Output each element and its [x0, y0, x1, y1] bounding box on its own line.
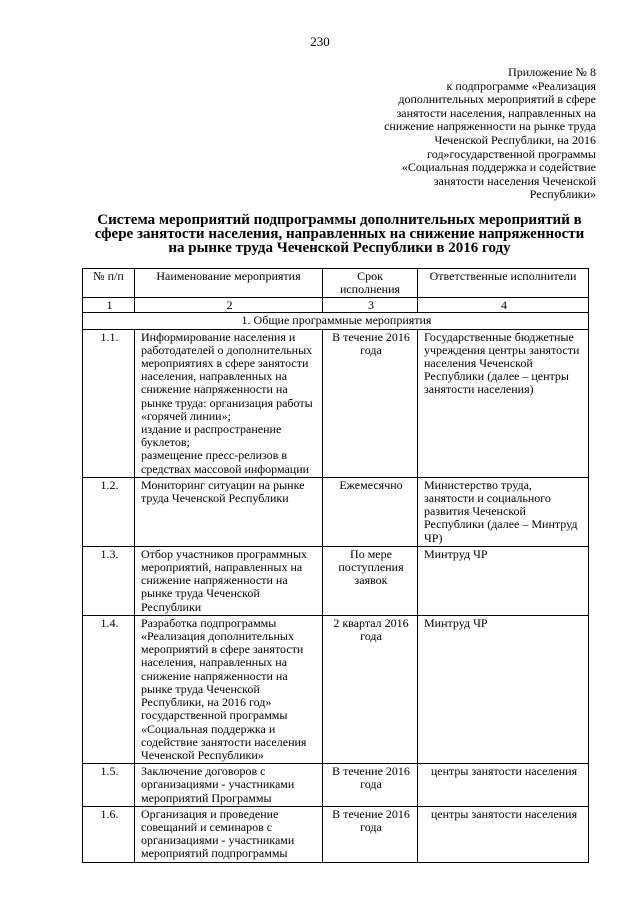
- cell-responsible: Государственные бюджетные учреждения центры занятости населения Чеченской Республики (далее – центры занятости населения): [418, 329, 589, 477]
- column-index: 4: [418, 298, 589, 313]
- cell-term: В течение 2016 года: [323, 329, 418, 477]
- appendix-line: снижение напряженности на рынке труда: [384, 119, 596, 134]
- column-index: 1: [83, 298, 135, 313]
- table-header-row: [83, 269, 589, 298]
- section-title: 1. Общие программные мероприятия: [83, 313, 589, 329]
- table-row: [83, 477, 589, 546]
- cell-name: Организация и проведение совещаний и семинаров с организациями - участниками мероприятий подпрограммы: [135, 806, 323, 862]
- table-row: [83, 329, 589, 477]
- cell-number: 1.4.: [83, 615, 135, 763]
- table-row: [83, 546, 589, 615]
- header-term: Срок исполнения: [323, 269, 418, 298]
- cell-name: Заключение договоров с организациями - участниками мероприятий Программы: [135, 764, 323, 807]
- appendix-line: год»государственной программы: [427, 146, 596, 161]
- header-name: Наименование мероприятия: [135, 269, 323, 298]
- page-number: 230: [310, 34, 330, 49]
- cell-responsible: Минтруд ЧР: [418, 615, 589, 763]
- cell-term: По мере поступления заявок: [323, 546, 418, 615]
- cell-number: 1.6.: [83, 806, 135, 862]
- appendix-line: Чеченской Республики, на 2016: [434, 132, 596, 147]
- cell-name: Мониторинг ситуации на рынке труда Чеченской Республики: [135, 477, 323, 546]
- column-index-row: [83, 298, 589, 313]
- cell-name: Разработка подпрограммы «Реализация дополнительных мероприятий в сфере занятости населения, направленных на снижение напряженности на рынке труда Чеченской Республики, на 2016 год» государственной программы «Социальная поддержка и содействие занятости населения Чеченской Республики»: [135, 615, 323, 763]
- cell-name: Отбор участников программных мероприятий, направленных на снижение напряженности на рынке труда Чеченской Республики: [135, 546, 323, 615]
- cell-name: Информирование населения и работодателей о дополнительных мероприятиях в сфере занятости населения, направленных на снижение напряженности на рынке труда: организация работы «горячей линии»; издание и распространение буклетов; размещение пресс-релизов в средствах массовой информации: [135, 329, 323, 477]
- cell-number: 1.1.: [83, 329, 135, 477]
- column-index: 2: [135, 298, 323, 313]
- document-title: [82, 213, 597, 255]
- table-row: [83, 615, 589, 763]
- appendix-line: Приложение № 8: [508, 65, 596, 79]
- cell-term: В течение 2016 года: [323, 806, 418, 862]
- appendix-line: к подпрограмме «Реализация: [446, 78, 596, 93]
- cell-responsible: Минтруд ЧР: [418, 546, 589, 615]
- title-line: сфере занятости населения, направленных на снижение напряженности: [94, 226, 585, 242]
- cell-number: 1.3.: [83, 546, 135, 615]
- cell-number: 1.5.: [83, 764, 135, 807]
- table-row: [83, 764, 589, 807]
- table-row: [83, 806, 589, 862]
- title-line: Система мероприятий подпрограммы дополнительных мероприятий в: [97, 212, 582, 228]
- cell-responsible: центры занятости населения: [418, 764, 589, 807]
- section-header-row: [83, 313, 589, 329]
- appendix-line: занятости населения, направленных на: [396, 105, 596, 120]
- cell-responsible: центры занятости населения: [418, 806, 589, 862]
- column-index: 3: [323, 298, 418, 313]
- cell-number: 1.2.: [83, 477, 135, 546]
- measures-table: [82, 268, 589, 863]
- cell-responsible: Министерство труда, занятости и социального развития Чеченской Республики (далее – Минтруд ЧР): [418, 477, 589, 546]
- cell-term: 2 квартал 2016 года: [323, 615, 418, 763]
- appendix-line: дополнительных мероприятий в сфере: [398, 92, 596, 107]
- cell-term: В течение 2016 года: [323, 764, 418, 807]
- appendix-line: «Социальная поддержка и содействие: [401, 160, 596, 175]
- title-line: на рынке труда Чеченской Республики в 2016 году: [168, 240, 511, 256]
- appendix-line: занятости населения Чеченской: [433, 173, 596, 188]
- header-responsible: Ответственные исполнители: [418, 269, 589, 298]
- cell-term: Ежемесячно: [323, 477, 418, 546]
- appendix-line: Республики»: [529, 187, 596, 202]
- header-number: № п/п: [83, 269, 135, 298]
- appendix-note: [366, 66, 596, 202]
